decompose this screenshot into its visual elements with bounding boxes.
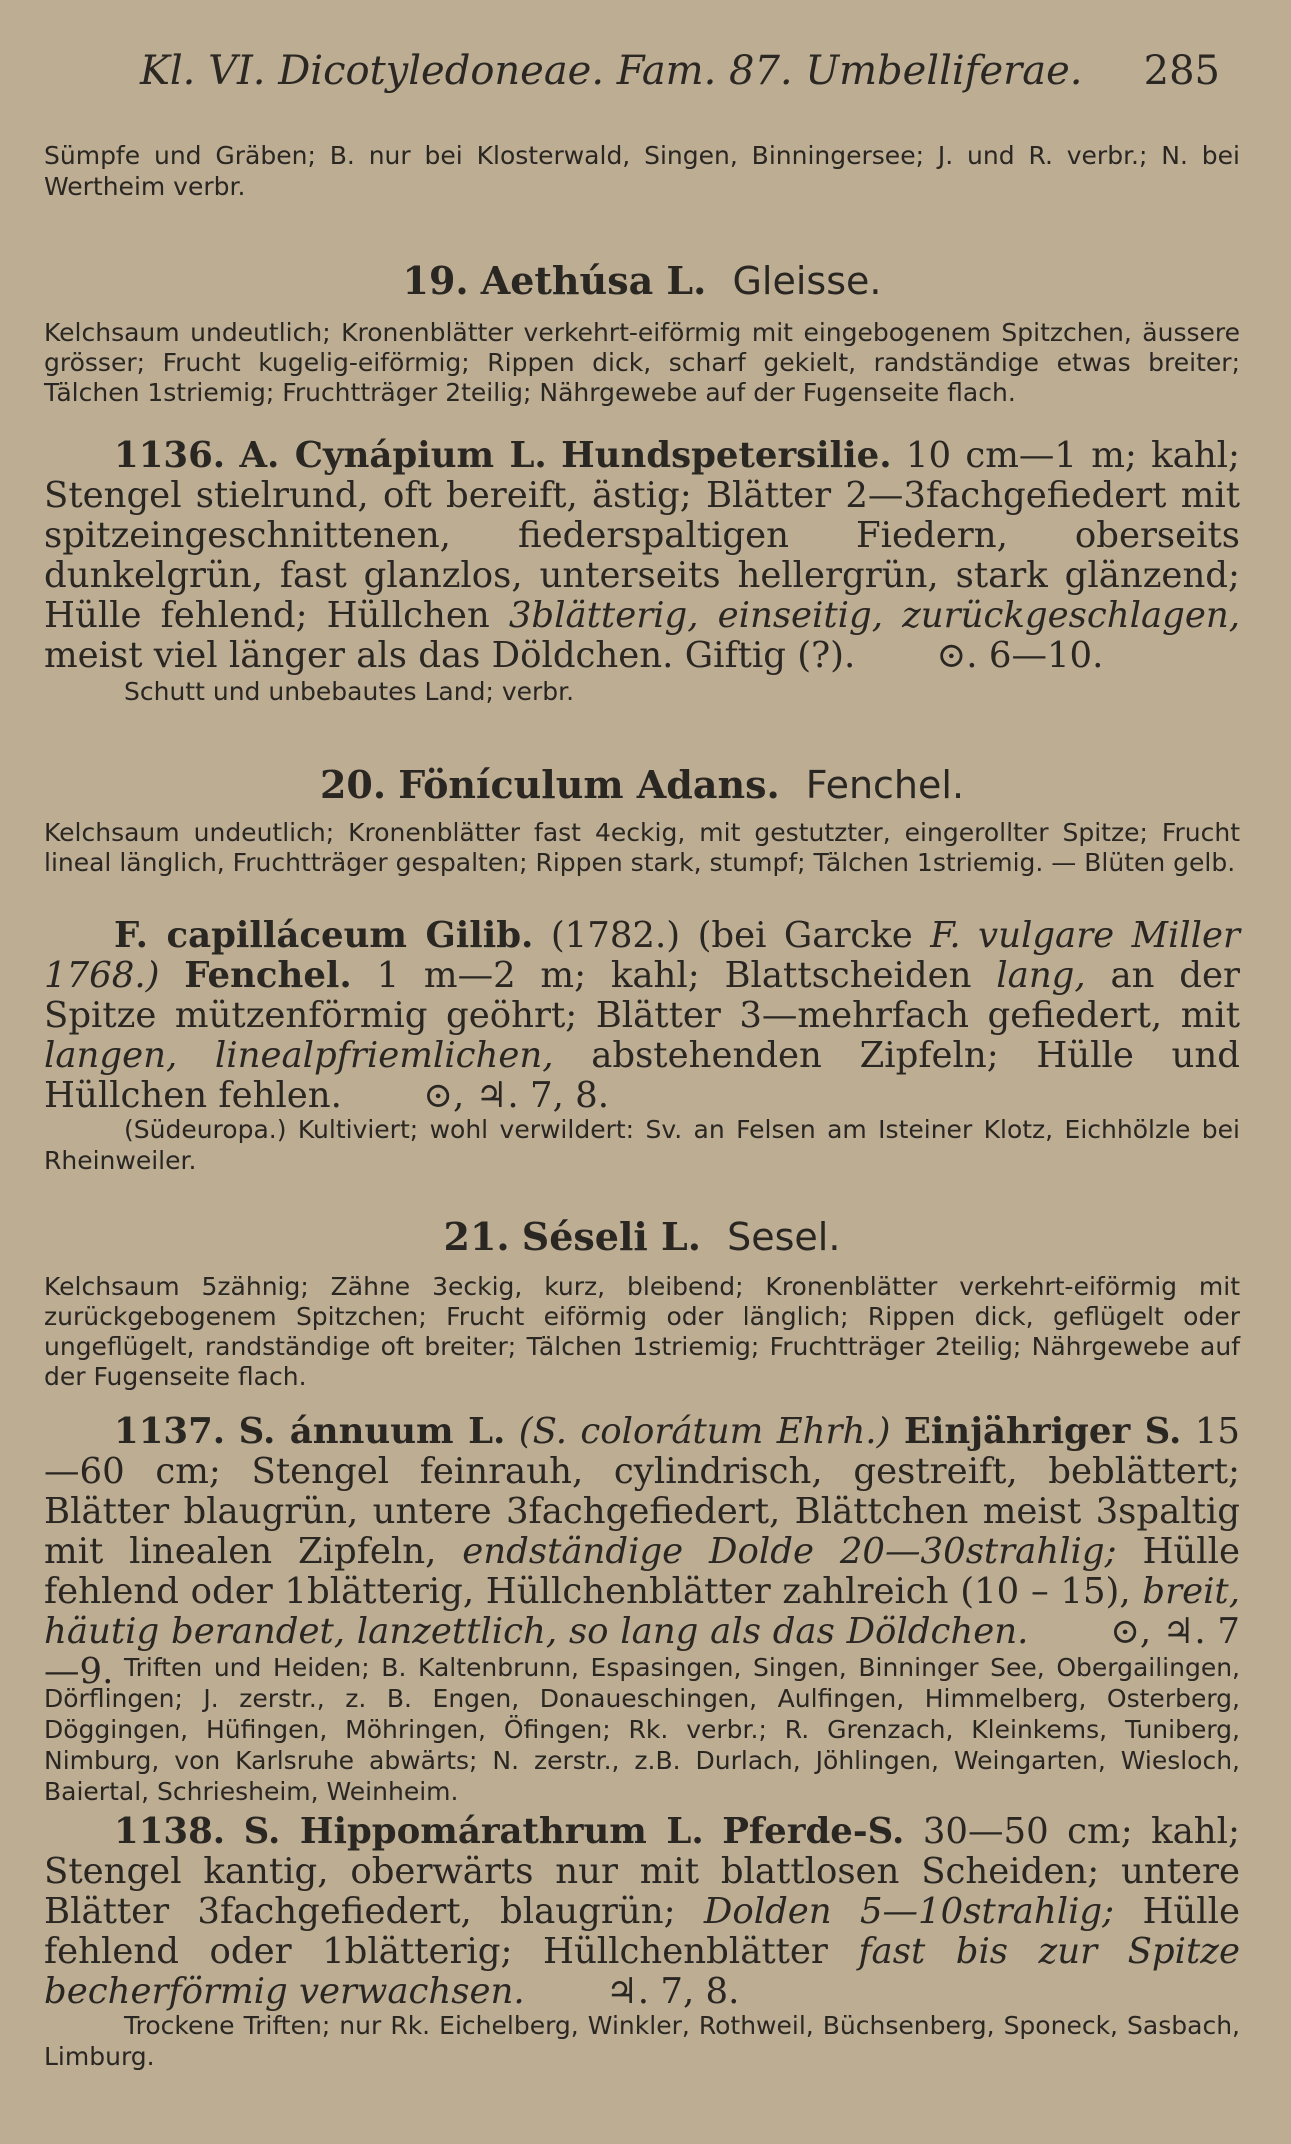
species-vernacular: Einjähriger S.	[903, 1411, 1182, 1452]
life-form-symbol: ⊙, ♃.	[423, 1075, 519, 1116]
species-italic: 3blätterig, einseitig, zurückgeschlagen,	[508, 595, 1240, 636]
species-vernacular: Fenchel.	[184, 955, 352, 996]
species-text: abstehenden Zipfeln; Hülle und Hüllchen fehlen.	[44, 1035, 1240, 1116]
genus-description-text: Kelchsaum 5zähnig; Zähne 3eckig, kurz, bleibend; Kronenblätter verkehrt-eiförmig mit zurückgebogenem Spitzchen; Frucht eiförmig oder länglich; Rippen dick, geflügelt oder ungeflügelt, randständige oft breiter; Tälchen 1striemig; Fruchtträger 2teilig; Nährgewebe auf der Fugenseite flach.	[44, 1272, 1240, 1391]
running-header	[140, 48, 1220, 94]
species-text: meist viel länger als das Döldchen. Giftig (?).	[44, 635, 856, 676]
species-italic: Dolden 5—10strahlig;	[703, 1891, 1115, 1932]
species-entry-foeniculum	[44, 916, 1240, 1116]
genus-description-aethusa	[44, 318, 1240, 408]
species-habitat-1138	[44, 2010, 1240, 2072]
species-text: 30—50 cm; kahl; Stengel kantig, oberwärts nur mit blattlosen Scheiden; untere Blätter 3fachgefiedert, blaugrün;	[44, 1811, 1240, 1932]
species-italic: langen, linealpfriemlichen,	[44, 1035, 554, 1076]
species-italic: lang,	[996, 955, 1086, 996]
species-name: F. capilláceum Gilib.	[114, 915, 534, 956]
flowering-months: 7, 8.	[530, 1075, 610, 1116]
genus-description-text: Kelchsaum undeutlich; Kronenblätter verkehrt-eiförmig mit eingebogenem Spitzchen, äussere grösser; Frucht kugelig-eiförmig; Rippen dick, scharf gekielt, randständige etwas breiter; Tälchen 1striemig; Fruchtträger 2teilig; Nährgewebe auf der Fugenseite flach.	[44, 318, 1240, 407]
flowering-months: 7, 8.	[660, 1971, 740, 2012]
genus-heading-seseli	[44, 1214, 1240, 1259]
species-name: A. Cynápium L.	[239, 435, 547, 476]
species-entry-1137	[44, 1412, 1240, 1692]
top-note-text: Sümpfe und Gräben; B. nur bei Klosterwald, Singen, Binningersee; J. und R. verbr.; N. bei Wertheim verbr.	[44, 141, 1240, 201]
species-habitat-foeniculum	[44, 1114, 1240, 1176]
species-name: S. Hippomárathrum L.	[243, 1811, 704, 1852]
perennial-symbol: ♃.	[605, 1971, 650, 2012]
species-habitat-1136	[44, 676, 1240, 707]
habitat-text: Triften und Heiden; B. Kaltenbrunn, Espasingen, Singen, Binninger See, Obergailingen, Dörflingen; J. zerstr., z. B. Engen, Donaueschingen, Aulfingen, Himmelberg, Osterberg, Döggingen, Hüfingen, Möhringen, Öfingen; Rk. verbr.; R. Grenzach, Kleinkems, Tuniberg, Nimburg, von Karlsruhe abwärts; N. zerstr., z.B. Durlach, Jöhlingen, Weingarten, Wiesloch, Baiertal, Schriesheim, Weinheim.	[44, 1653, 1240, 1806]
genus-number: 19.	[402, 258, 469, 303]
species-italic: fast bis zur Spitze becherförmig verwachsen.	[44, 1931, 1240, 2012]
genus-number: 20.	[319, 762, 387, 807]
page-number: 285	[1143, 48, 1220, 94]
genus-vernacular: Gleisse.	[732, 259, 882, 303]
species-italic: F. vulgare Miller 1768.)	[44, 915, 1240, 996]
species-habitat-1137	[44, 1652, 1240, 1807]
flowering-months: 7—9.	[44, 1611, 1240, 1692]
genus-name: Séseli L.	[521, 1214, 702, 1259]
genus-description-foeniculum	[44, 818, 1240, 878]
habitat-text: Schutt und unbebautes Land; verbr.	[124, 677, 575, 706]
species-entry-1136	[44, 436, 1240, 676]
species-italic: endständige Dolde 20—30strahlig;	[462, 1531, 1117, 1572]
species-text: 10 cm—1 m; kahl; Stengel stielrund, oft bereift, ästig; Blätter 2—3fachgefiedert mit spitzeingeschnittenen, fiederspaltigen Fiedern, oberseits dunkelgrün, fast glanzlos, unterseits hellergrün, stark glänzend; Hülle fehlend; Hüllchen	[44, 435, 1240, 636]
genus-heading-foeniculum	[44, 762, 1240, 807]
species-number: 1136.	[114, 435, 226, 476]
habitat-text: (Südeuropa.) Kultiviert; wohl verwildert: Sv. an Felsen am Isteiner Klotz, Eichhölzle bei Rheinweiler.	[44, 1115, 1240, 1175]
species-vernacular: Pferde-S.	[722, 1811, 905, 1852]
species-vernacular: Hundspetersilie.	[561, 435, 892, 476]
species-entry-1138	[44, 1812, 1240, 2012]
genus-description-text: Kelchsaum undeutlich; Kronenblätter fast 4eckig, mit gestutzter, eingerollter Spitze; Frucht lineal länglich, Fruchtträger gespalten; Rippen stark, stumpf; Tälchen 1striemig. — Blüten gelb.	[44, 818, 1240, 877]
species-text: (1782.) (bei Garcke	[550, 915, 913, 956]
genus-name: Fönículum Adans.	[398, 762, 780, 807]
flowering-months: 6—10.	[988, 635, 1104, 676]
genus-name: Aethúsa L.	[480, 258, 707, 303]
species-text: an der Spitze mützenförmig geöhrt; Blätter 3—mehrfach gefiedert, mit	[44, 955, 1240, 1036]
top-note	[44, 140, 1240, 202]
life-form-symbol: ⊙, ♃.	[1110, 1611, 1206, 1652]
species-italic: breit, häutig berandet, lanzettlich, so lang als das Döldchen.	[44, 1571, 1240, 1652]
running-title: Kl. VI. Dicotyledoneae. Fam. 87. Umbelliferae.	[140, 48, 1083, 94]
species-text: Hülle fehlend oder 1blätterig; Hüllchenblätter	[44, 1891, 1240, 1972]
genus-number: 21.	[443, 1214, 510, 1259]
species-text: Hülle fehlend oder 1blätterig, Hüllchenblätter zahlreich (10 – 15),	[44, 1531, 1240, 1612]
genus-vernacular: Fenchel.	[805, 763, 965, 807]
species-synonym: (S. colorátum Ehrh.)	[518, 1411, 891, 1452]
species-name: S. ánnuum L.	[238, 1411, 506, 1452]
annual-symbol: ⊙.	[936, 635, 978, 676]
species-text: 1 m—2 m; kahl; Blattscheiden	[376, 955, 972, 996]
species-number: 1138.	[114, 1811, 226, 1852]
species-number: 1137.	[114, 1411, 226, 1452]
genus-heading-aethusa	[44, 258, 1240, 303]
genus-description-seseli	[44, 1272, 1240, 1392]
genus-vernacular: Sesel.	[727, 1215, 841, 1259]
habitat-text: Trockene Triften; nur Rk. Eichelberg, Winkler, Rothweil, Büchsenberg, Sponeck, Sasbach, Limburg.	[44, 2011, 1240, 2071]
species-text: 15—60 cm; Stengel feinrauh, cylindrisch, gestreift, beblättert; Blätter blaugrün, untere 3fachgefiedert, Blättchen meist 3spaltig mit linealen Zipfeln,	[44, 1411, 1240, 1572]
